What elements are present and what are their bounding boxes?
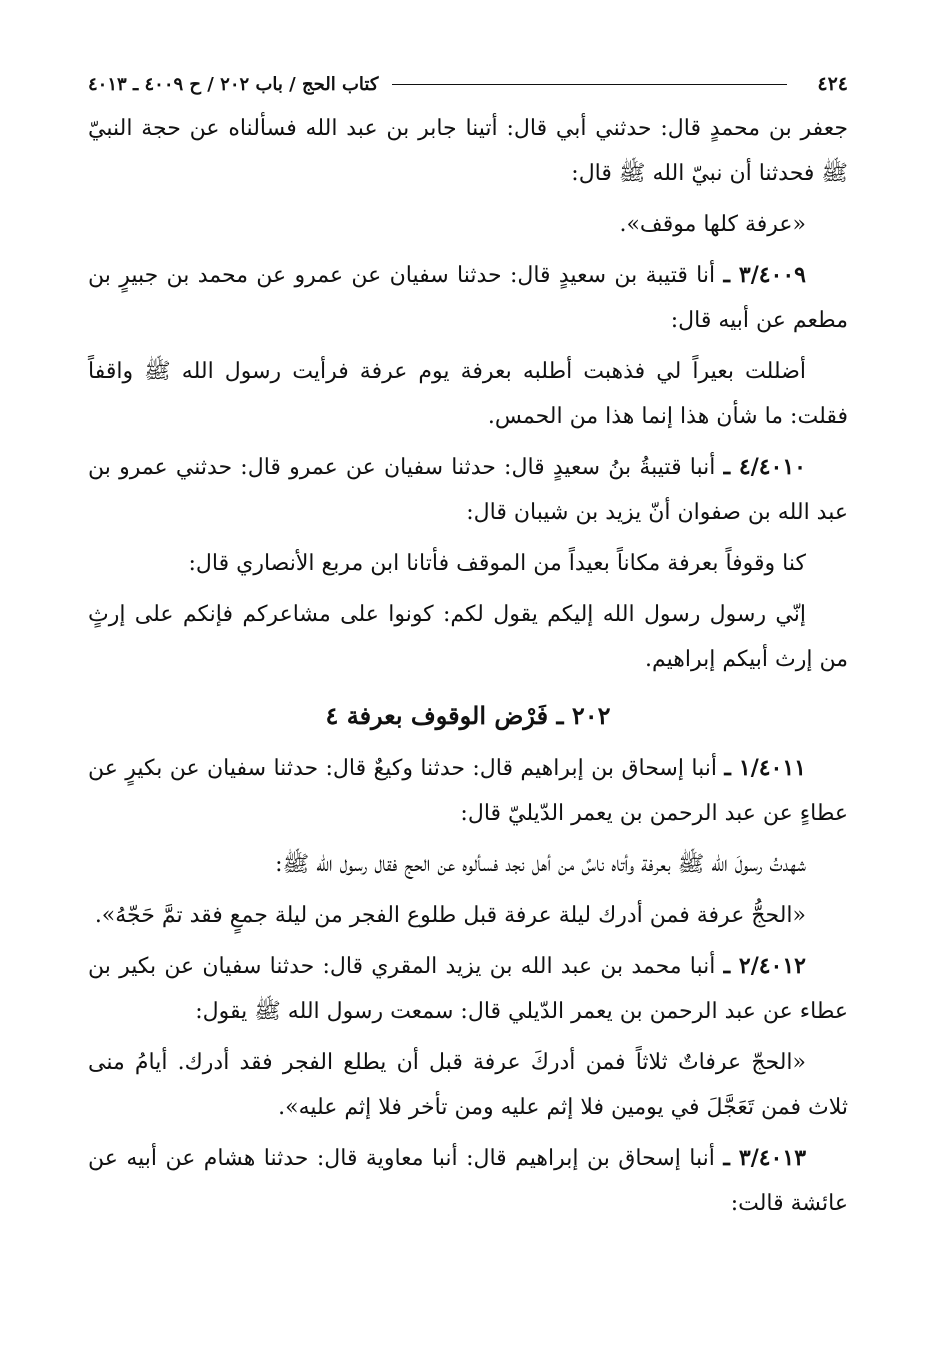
hadith-isnad [88, 253, 848, 343]
section-heading: ٢٠٢ ـ فَرْض الوقوف بعرفة ٤ [325, 701, 611, 730]
hadith-number: ٤/٤٠١٠ ـ [723, 454, 806, 480]
paragraph [88, 106, 848, 196]
hadith-text [88, 592, 848, 682]
paragraph-text: أنبا قتيبةُ بنُ سعيدٍ قال: حدثنا سفيان عن عمرو قال: حدثني عمرو بن عبد الله بن صفوان أنّ يزيد بن شيبان قال: [88, 455, 848, 525]
hadith-isnad [88, 445, 848, 535]
hadith-text [88, 842, 848, 887]
hadith-text [88, 541, 848, 586]
hadith-number: ٣/٤٠٠٩ ـ [723, 262, 806, 288]
paragraph-text: أنبا إسحاق بن إبراهيم قال: أنبا معاوية قال: حدثنا هشام عن أبيه عن عائشة قالت: [88, 1146, 848, 1216]
paragraph-text: كنا وقوفاً بعرفة مكاناً بعيداً من الموقف فأتانا ابن مربع الأنصاري قال: [188, 551, 806, 576]
book-page [88, 62, 848, 1232]
hadith-isnad [88, 1136, 848, 1226]
paragraph-text: «الحجّ عرفاتٌ ثلاثاً فمن أدركَ عرفة قبل أن يطلع الفجر فقد أدرك. أيامُ منى ثلاث فمن تَعَجَّلَ في يومين فلا إثم عليه ومن تأخر فلا إثم عليه». [88, 1050, 848, 1120]
hadith-text [88, 1040, 848, 1130]
hadith-number: ٣/٤٠١٣ ـ [723, 1145, 807, 1171]
paragraph-text: أضللت بعيراً لي فذهبت أطلبه بعرفة يوم عرفة فرأيت رسول الله ﷺ واقفاً فقلت: ما شأن هذا إنما هذا من الحمس. [88, 359, 848, 429]
hadith-text [88, 893, 848, 938]
paragraph-text: أنا قتيبة بن سعيدٍ قال: حدثنا سفيان عن عمرو عن محمد بن جبيرٍ بن مطعم عن أبيه قال: [88, 263, 848, 333]
paragraph-text: أنبا إسحاق بن إبراهيم قال: حدثنا وكيعٌ قال: حدثنا سفيان عن بكيرٍ عن عطاءٍ عن عبد الرحمن بن يعمر الدّيليّ قال: [88, 756, 848, 826]
running-title: كتاب الحج / باب ٢٠٢ / ح ٤٠٠٩ ـ ٤٠١٣ [88, 73, 379, 95]
paragraph-text: شهدتُ رسولَ الله ﷺ بعرفة وأتاه ناسٌ من أهل نجد فسألوه عن الحج فقال رسول الله ﷺ: [275, 852, 806, 877]
hadith-text [88, 202, 848, 247]
paragraph-text: أنبا محمد بن عبد الله بن يزيد المقري قال: حدثنا سفيان عن بكير بن عطاء عن عبد الرحمن بن يعمر الدّيلي قال: سمعت رسول الله ﷺ يقول: [88, 954, 848, 1024]
hadith-isnad [88, 746, 848, 836]
hadith-number: ١/٤٠١١ ـ [724, 755, 806, 781]
page-number: ٤٢٤ [817, 73, 848, 95]
hadith-isnad [88, 944, 848, 1034]
paragraph-text: «عرفة كلها موقف». [619, 212, 806, 237]
paragraph-text: «الحجُّ عرفة فمن أدرك ليلة عرفة قبل طلوع الفجر من ليلة جمعٍ فقد تمَّ حَجّهُ». [94, 903, 806, 928]
page-header [88, 62, 848, 106]
hadith-text [88, 349, 848, 439]
header-rule [392, 84, 787, 85]
hadith-number: ٢/٤٠١٢ ـ [723, 953, 806, 979]
paragraph-text: جعفر بن محمدٍ قال: حدثني أبي قال: أتينا جابر بن عبد الله فسألناه عن حجة النبيّ ﷺ فحدثنا أن نبيّ الله ﷺ قال: [88, 116, 848, 186]
paragraph-text: إنّي رسول رسول الله إليكم يقول لكم: كونوا على مشاعركم فإنكم على إرثٍ من إرث أبيكم إبراهيم. [88, 602, 848, 672]
